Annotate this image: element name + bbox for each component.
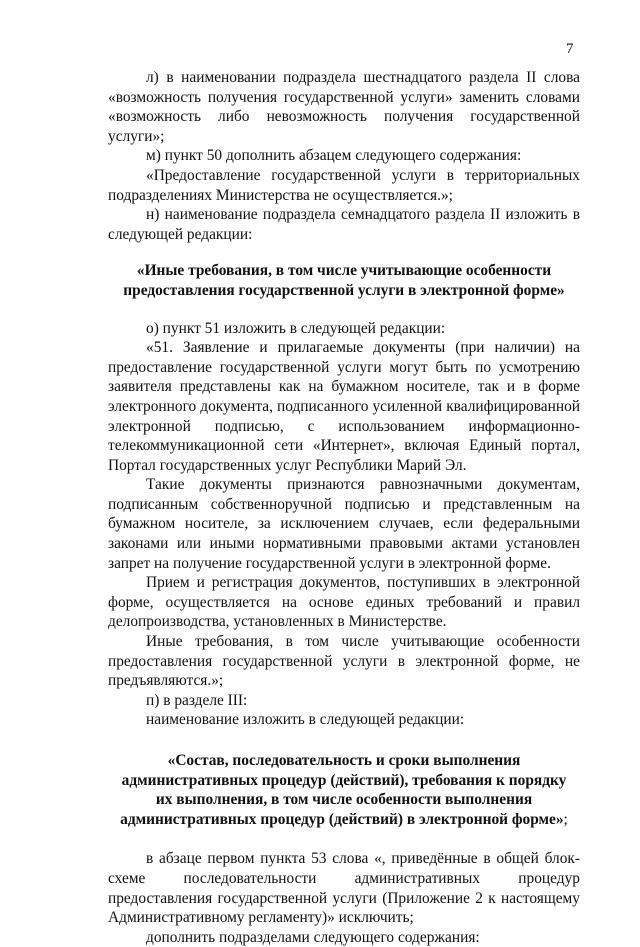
section-heading-other-requirements: «Иные требования, в том числе учитывающие особенности предоставления государственной услуги в электронной форме» (123, 262, 565, 299)
paragraph-registration: Прием и регистрация документов, поступивших в электронной форме, осуществляется на основе единых требований и правил делопроизводства, установленных в Министерстве. (108, 574, 580, 631)
paragraph-item-o: о) пункт 51 изложить в следующей редакции: (146, 319, 446, 337)
paragraph-item-n: н) наименование подраздела семнадцатого раздела II изложить в следующей редакции: (108, 206, 580, 243)
paragraph-equivalence: Такие документы признаются равнозначными документам, подписанным собственноручной подписью и представленным на бумажном носителе, за исключением случаев, если федеральными законами или иными нормативными правовыми актами установлен запрет на получение государственной услуги в электронной форме. (108, 476, 580, 572)
section-heading-procedures-text: «Состав, последовательность и сроки выполнения административных процедур (действий), требования к порядку их выполнения, в том числе особенности выполнения административных процедур (действий) в электронной форме» (120, 752, 567, 828)
paragraph-point-51: «51. Заявление и прилагаемые документы (при наличии) на предоставление государственной услуги могут быть по усмотрению заявителя представлены как на бумажном носителе, так и в форме электронного документа, подписанного усиленной квалифицированной электронной подписью, с использованием информационно-телекоммуникационной сети «Интернет», включая Единый портал, Портал государственных услуг Республики Марий Эл. (108, 339, 580, 474)
paragraph-add-subsections: дополнить подразделами следующего содержания: (146, 928, 480, 946)
document-body (108, 68, 580, 947)
page-number: 7 (566, 41, 574, 57)
paragraph-item-p: п) в разделе III: (146, 691, 248, 709)
heading-trailing-punctuation: ; (563, 810, 568, 828)
paragraph-item-m: м) пункт 50 дополнить абзацем следующего содержания: (146, 147, 522, 165)
paragraph-point-53: в абзаце первом пункта 53 слова «, приведённые в общей блок-схеме последовательности административных процедур предоставления государственной услуги (Приложение 2 к настоящему Административному регламенту)» исключить; (108, 850, 580, 927)
section-heading-procedures (108, 751, 580, 829)
paragraph-name-change: наименование изложить в следующей редакции: (146, 711, 465, 729)
paragraph-other-requirements: Иные требования, в том числе учитывающие особенности предоставления государственной услуги в электронной форме, не предъявляются.»; (108, 633, 580, 690)
paragraph-quote-50: «Предоставление государственной услуги в территориальных подразделениях Министерства не осуществляется.»; (108, 166, 580, 204)
paragraph-item-l: л) в наименовании подраздела шестнадцатого раздела II слова «возможность получения государственной услуги» заменить словами «возможность либо невозможность получения государственной услуги»; (108, 69, 580, 145)
